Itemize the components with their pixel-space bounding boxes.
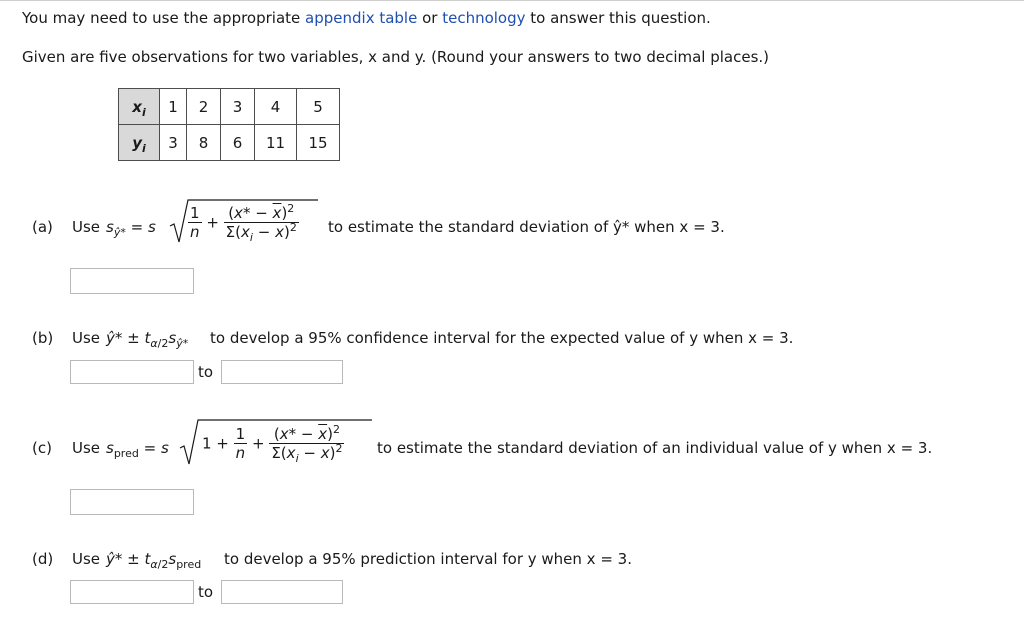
formula-a-radicand: $\frac{1}{n}$ + $\frac{(x* - \overline{x})^2}{\Sigma(x_i - \overline{x})^2}$ [190, 202, 297, 244]
part-d-tail: to develop a 95% prediction interval for y when x = 3. [224, 550, 632, 568]
answer-b-lower-input[interactable] [70, 360, 194, 384]
answer-b-upper-input[interactable] [221, 360, 343, 384]
frac-1-over-n: $\frac{1}{n}$ [190, 204, 200, 241]
formula-c-radicand: 1 + $\frac{1}{n}$ + $\frac{(x* - \overline{x})^2}{\Sigma(x_i - \overline{x})^2}$ [202, 423, 343, 465]
part-a-tag: (a) [32, 218, 53, 236]
part-c-use: Use [72, 439, 101, 457]
x-header-label: x [132, 97, 142, 116]
frac-deviation-c: $\frac{(x* - \overline{x})^2}{\Sigma(x_i - \overline{x})^2}$ [271, 423, 343, 465]
part-b-tag: (b) [32, 329, 54, 347]
formula-d: ŷ* ± $t_{\alpha/2}s_{pred}$ [106, 550, 202, 571]
answer-d-upper-input[interactable] [221, 580, 343, 604]
table-cell: 3 [221, 89, 255, 125]
part-b-to: to [198, 363, 214, 381]
answer-a-input[interactable] [70, 268, 194, 294]
table-row-y [119, 125, 340, 161]
part-d-to: to [198, 583, 214, 601]
table-cell: 11 [255, 125, 297, 161]
technology-link[interactable]: technology [442, 9, 526, 27]
part-b-tail: to develop a 95% confidence interval for the expected value of y when x = 3. [210, 329, 794, 347]
part-d-use: Use [72, 550, 101, 568]
table-row-x [119, 89, 340, 125]
appendix-table-link[interactable]: appendix table [305, 9, 418, 27]
x-header [119, 89, 160, 125]
intro-post: to answer this question. [525, 9, 711, 27]
table-cell: 1 [160, 89, 187, 125]
formula-c-lhs: $s_{pred} = s$ [106, 439, 169, 460]
table-cell: 5 [297, 89, 340, 125]
part-b-use: Use [72, 329, 101, 347]
table-cell: 4 [255, 89, 297, 125]
y-header-sub: i [142, 141, 146, 155]
x-header-sub: i [141, 105, 146, 119]
part-c-tag: (c) [32, 439, 52, 457]
table-cell: 8 [187, 125, 221, 161]
table-cell: 3 [160, 125, 187, 161]
table-cell: 15 [297, 125, 340, 161]
answer-d-lower-input[interactable] [70, 580, 194, 604]
data-table [118, 88, 340, 161]
intro-mid: or [417, 9, 443, 27]
intro-text [22, 9, 711, 27]
formula-b: ŷ* ± $t_{\alpha/2}s_{ŷ*}$ [106, 329, 189, 350]
given-text: Given are five observations for two variables, x and y. (Round your answers to two decimal places.) [22, 48, 770, 66]
answer-c-input[interactable] [70, 489, 194, 515]
frac-1-over-n-c: $\frac{1}{n}$ [235, 425, 246, 462]
y-header-label: y [132, 133, 142, 152]
part-a-tail: to estimate the standard deviation of ŷ* when x = 3. [328, 218, 725, 236]
y-header [119, 125, 160, 161]
table-cell: 2 [187, 89, 221, 125]
frac-deviation: $\frac{(x* - \overline{x})^2}{\Sigma(x_i - \overline{x})^2}$ [225, 202, 297, 244]
formula-a-lhs: $s_{ŷ*} = s$ [106, 218, 156, 239]
part-d-tag: (d) [32, 550, 54, 568]
part-c-tail: to estimate the standard deviation of an individual value of y when x = 3. [377, 439, 933, 457]
intro-pre: You may need to use the appropriate [22, 9, 306, 27]
top-border [0, 0, 1024, 1]
table-cell: 6 [221, 125, 255, 161]
part-a-use: Use [72, 218, 101, 236]
